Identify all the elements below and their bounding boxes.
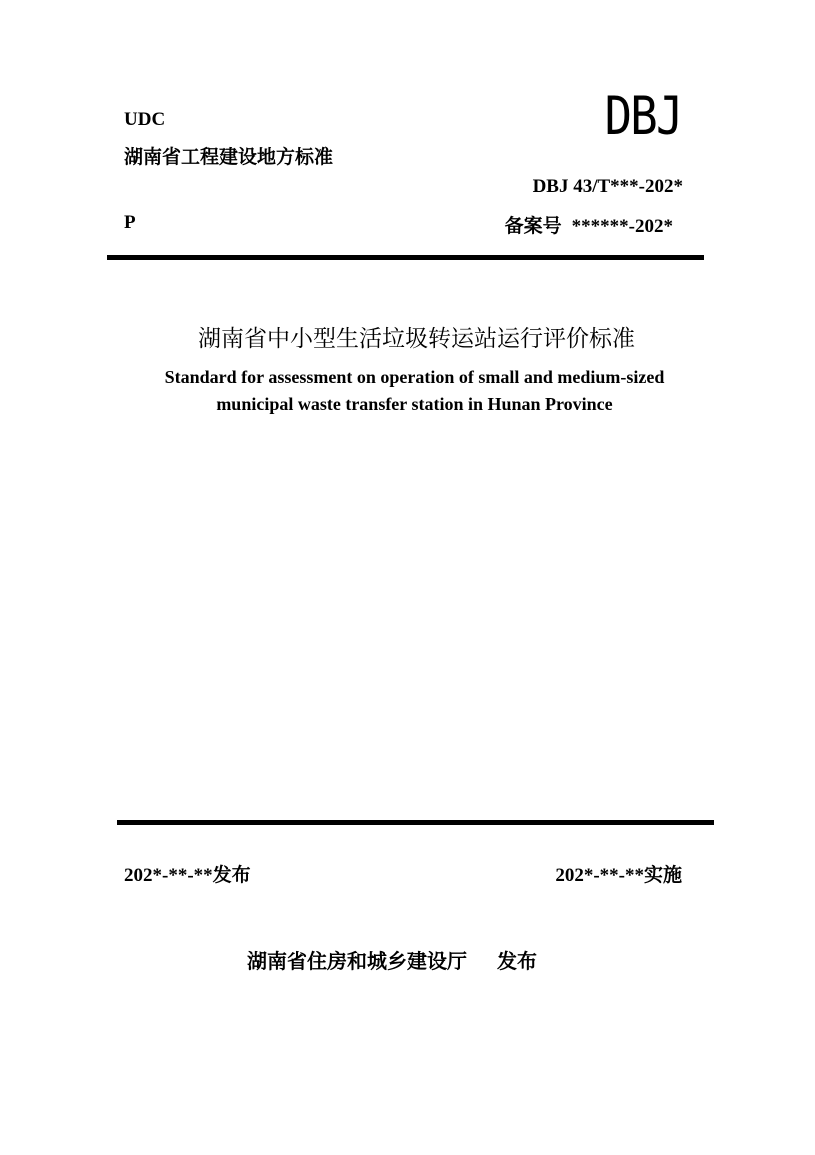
bottom-divider — [117, 820, 714, 825]
top-divider — [107, 255, 704, 260]
standard-type: 湖南省工程建设地方标准 — [124, 146, 334, 168]
issue-label: 发布 — [212, 864, 251, 886]
classification-code: P — [124, 212, 136, 233]
implementation-date — [555, 860, 682, 887]
record-label: 备案号 — [504, 215, 562, 237]
record-number — [505, 211, 673, 238]
english-title-line-2: municipal waste transfer station in Hunan Province — [216, 394, 613, 414]
publisher — [247, 945, 537, 974]
udc-label: UDC — [124, 109, 166, 130]
issue-date — [124, 860, 251, 887]
implementation-label: 实施 — [643, 864, 682, 886]
dbj-logo: DBJ — [604, 86, 682, 147]
publisher-name: 湖南省住房和城乡建设厅 — [247, 949, 467, 973]
implementation-date-value: 202*-**-** — [555, 865, 644, 886]
standard-number: DBJ 43/T***-202* — [532, 176, 683, 197]
record-value: ******-202* — [571, 216, 673, 237]
chinese-title: 湖南省中小型生活垃圾转运站运行评价标准 — [198, 326, 635, 352]
issue-date-value: 202*-**-** — [124, 865, 213, 886]
publish-label: 发布 — [497, 949, 537, 973]
english-title — [0, 364, 815, 418]
english-title-line-1: Standard for assessment on operation of small and medium-sized — [164, 367, 665, 387]
